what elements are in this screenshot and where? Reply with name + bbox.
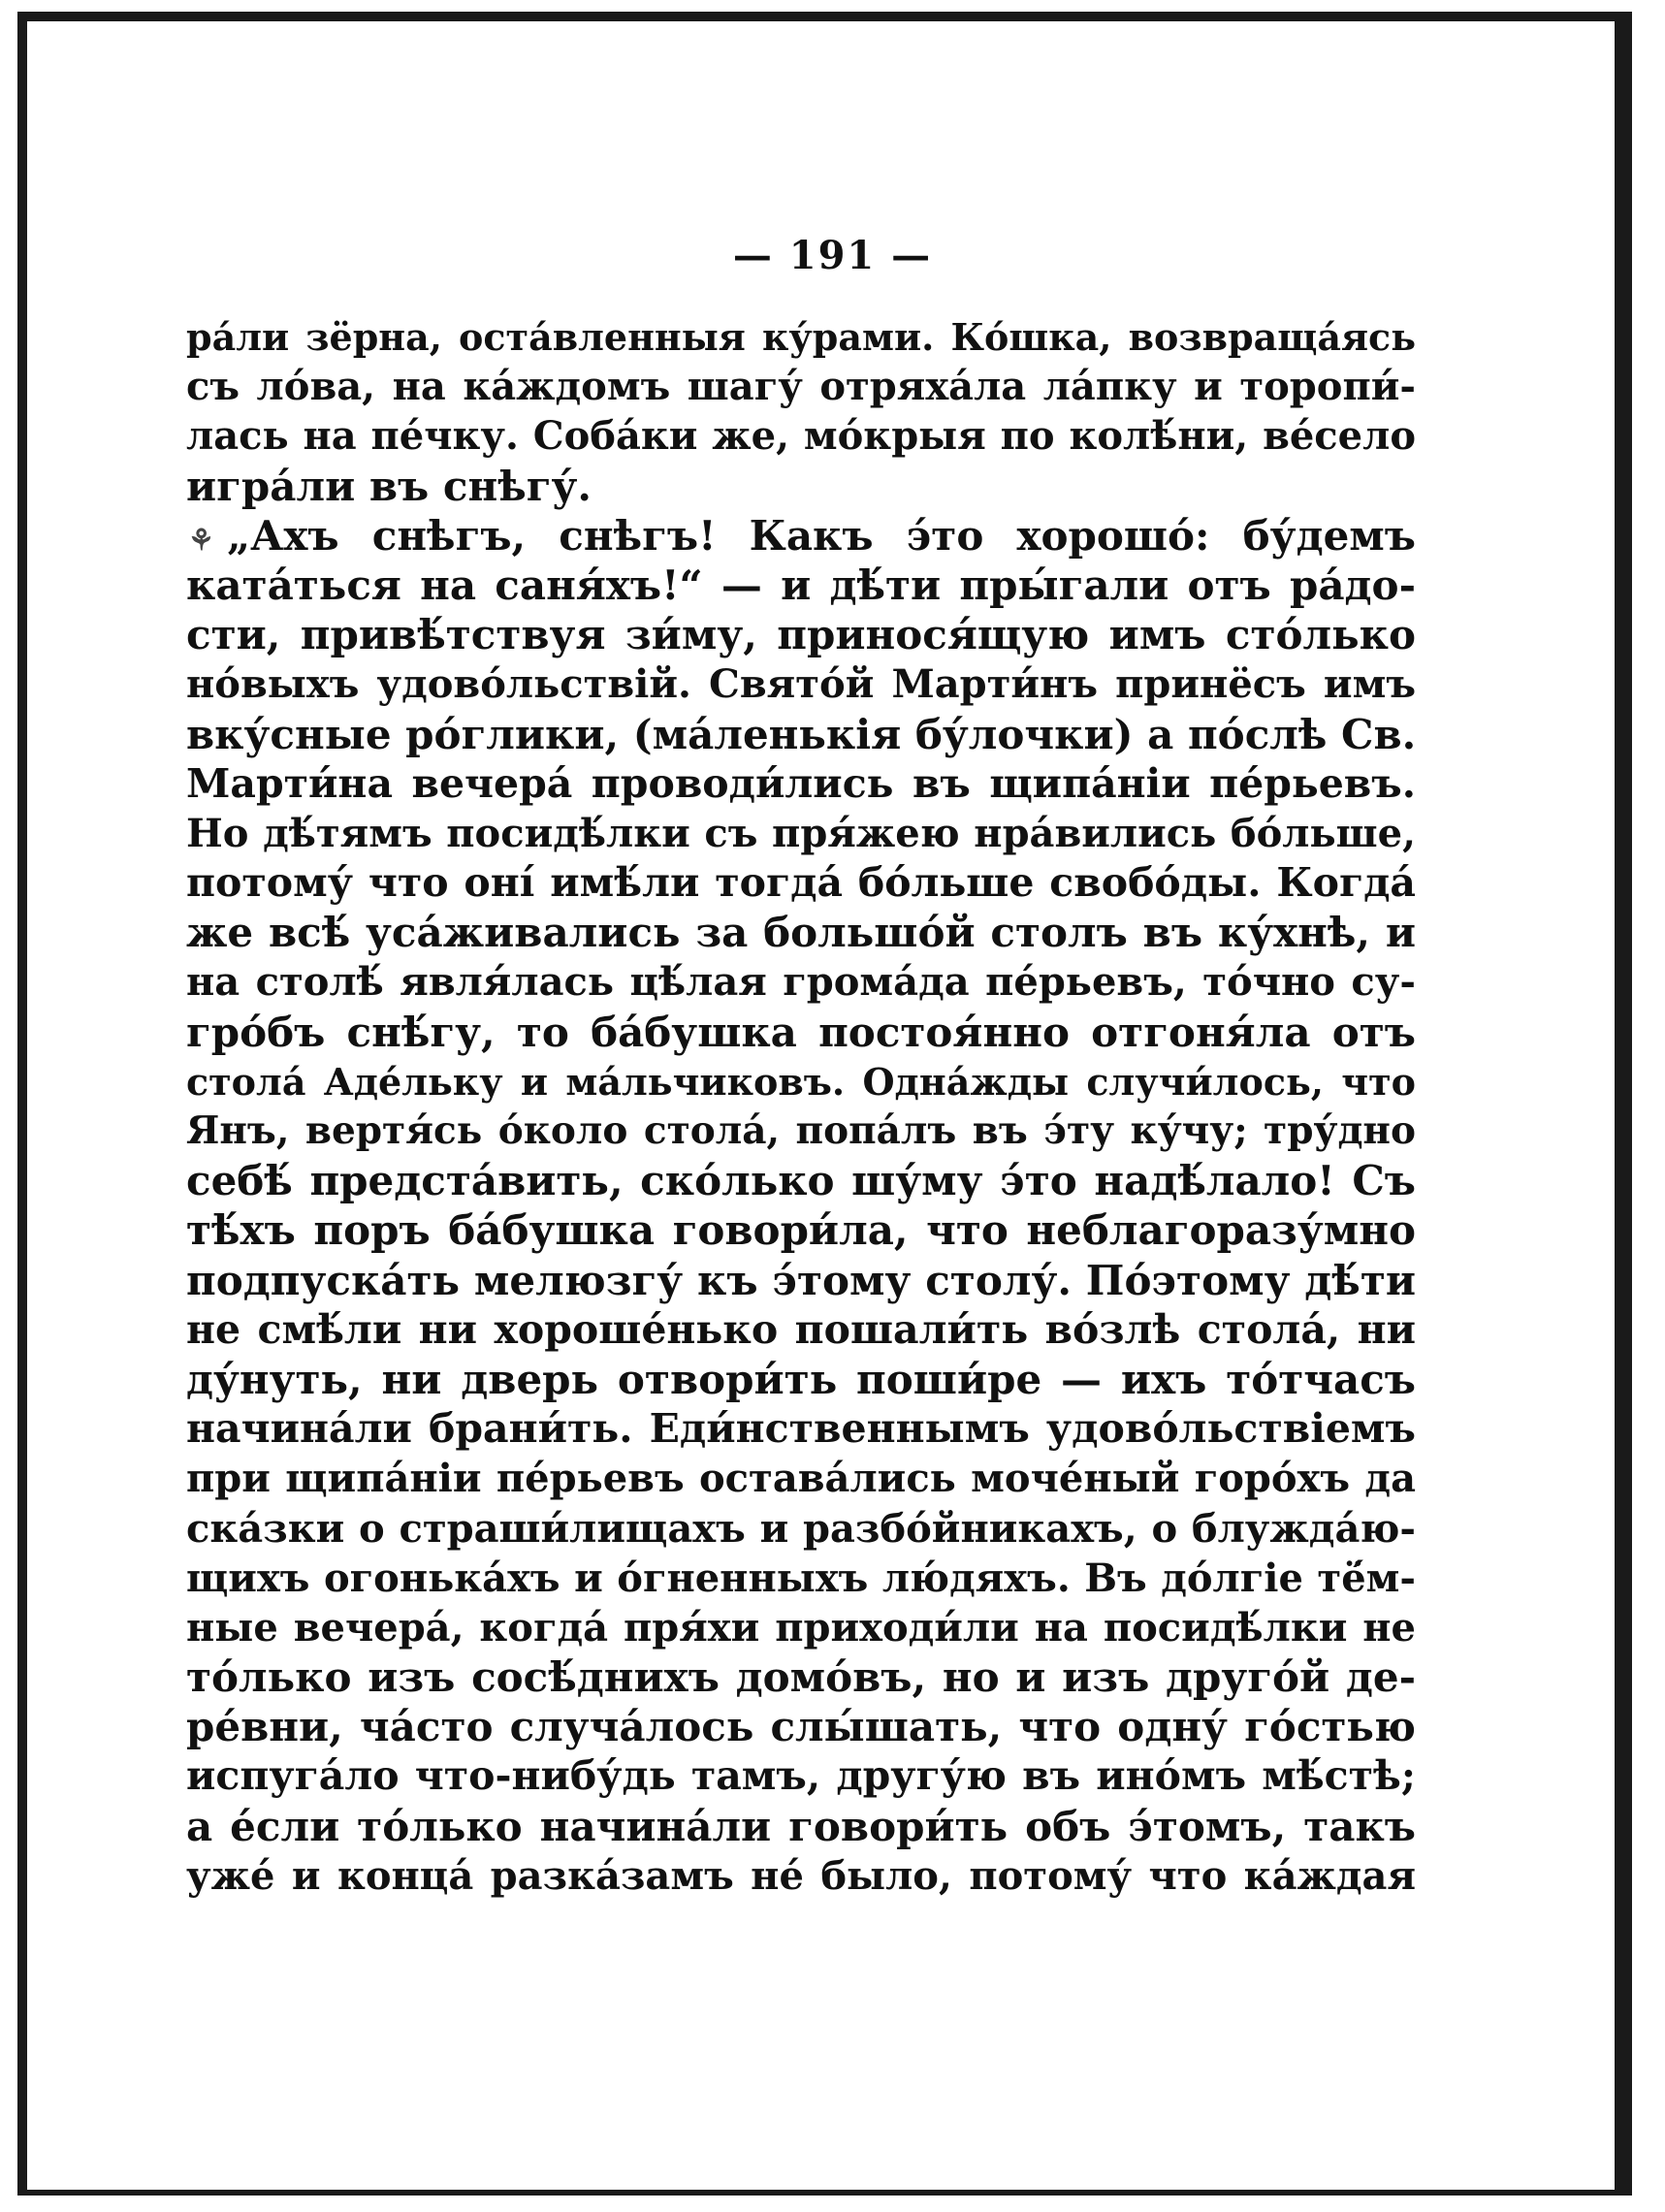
text-line-first (186, 511, 1416, 561)
text-line: гро́бъ снѣ́гу, то ба́бушка постоя́нно отгоня́ла отъ (186, 1008, 1416, 1056)
text-line: себѣ́ предста́вить, ско́лько шу́му э́то надѣ́лало! Съ (186, 1157, 1416, 1205)
text-line: тѣ́хъ поръ ба́бушка говори́ла, что неблагоразу́мно (186, 1206, 1416, 1255)
text-line: ска́зки о страши́лищахъ и разбо́йникахъ, о блужда́ю- (186, 1505, 1416, 1552)
text-line: Марти́на вечера́ проводи́лись въ щипа́ніи пе́рьевъ. (186, 759, 1416, 807)
text-line: съ ло́ва, на ка́ждомъ шагу́ отряха́ла ла́пку и торопи́- (186, 364, 1416, 410)
text-line: же всѣ́ уса́живались за большо́й столъ въ ку́хнѣ, и (186, 909, 1416, 957)
text-line: ре́вни, ча́сто случа́лось слы́шать, что одну́ го́стью (186, 1703, 1416, 1751)
text-line: ные вечера́, когда́ пря́хи приходи́ли на посидѣ́лки не (186, 1604, 1416, 1651)
text-line: Янъ, вертя́сь о́коло стола́, попа́лъ въ э́ту ку́чу; тру́дно (186, 1108, 1416, 1153)
text-line: потому́ что оні́ имѣ́ли тогда́ бо́льше свобо́ды. Когда́ (186, 859, 1416, 907)
text-line: лась на пе́чку. Соба́ки же, мо́крыя по колѣ́ни, ве́село (186, 413, 1416, 460)
paragraph-marker-icon: ⚘ (188, 523, 214, 558)
text-line: сти, привѣ́тствуя зи́му, принося́щую имъ сто́лько (186, 611, 1416, 659)
text-line: начина́ли брани́ть. Еди́нственнымъ удово́льствіемъ (186, 1405, 1416, 1453)
text-line: не смѣ́ли ни хороше́нько пошали́ть во́злѣ стола́, ни (186, 1305, 1416, 1353)
page-number: — 191 — (732, 233, 933, 278)
text-line: ката́ться на саня́хъ!“ — и дѣ́ти пры́гали отъ ра́до- (186, 561, 1416, 609)
text-line: щихъ огонька́хъ и о́гненныхъ лю́дяхъ. Въ до́лгіе тё́м- (186, 1555, 1416, 1601)
text-line: стола́ Аде́льку и ма́льчиковъ. Одна́жды случи́лось, что (186, 1059, 1416, 1104)
text-line: на столѣ́ явля́лась цѣ́лая грома́да пе́рьевъ, то́чно су- (186, 959, 1416, 1006)
text-line: испуга́ло что-нибу́дь тамъ, другу́ю въ ино́мъ мѣ́стѣ; (186, 1752, 1416, 1800)
text-line: при щипа́ніи пе́рьевъ остава́лись моче́ный горо́хъ да (186, 1456, 1416, 1502)
text-line: Но дѣ́тямъ посидѣ́лки съ пря́жею нра́вились бо́льше, (186, 810, 1416, 856)
text-line: уже́ и конца́ разка́замъ не́ было, потому́ что ка́ждая (186, 1852, 1416, 1899)
text-line: игра́ли въ снѣгу́. (186, 462, 592, 510)
text-line: ра́ли зёрна, оста́вленныя ку́рами. Ко́шка, возвраща́ясь (186, 315, 1416, 359)
text-line: ду́нуть, ни дверь отвори́ть поши́ре — ихъ то́тчасъ (186, 1355, 1416, 1403)
body-text (186, 312, 1416, 1901)
text-line-content: „Ахъ снѣгъ, снѣгъ! Какъ э́то хорошо́: бу́демъ (227, 511, 1416, 560)
text-line: подпуска́ть мелюзгу́ къ э́тому столу́. По́этому дѣ́ти (186, 1256, 1416, 1304)
text-line: то́лько изъ сосѣ́днихъ домо́въ, но и изъ друго́й де- (186, 1653, 1416, 1702)
text-line: но́выхъ удово́льствій. Свято́й Марти́нъ принёсъ имъ (186, 661, 1416, 708)
text-line: а е́сли то́лько начина́ли говори́ть объ э́томъ, такъ (186, 1802, 1416, 1850)
text-line: вку́сные ро́глики, (ма́ленькія бу́лочки) а по́слѣ Св. (186, 710, 1417, 758)
